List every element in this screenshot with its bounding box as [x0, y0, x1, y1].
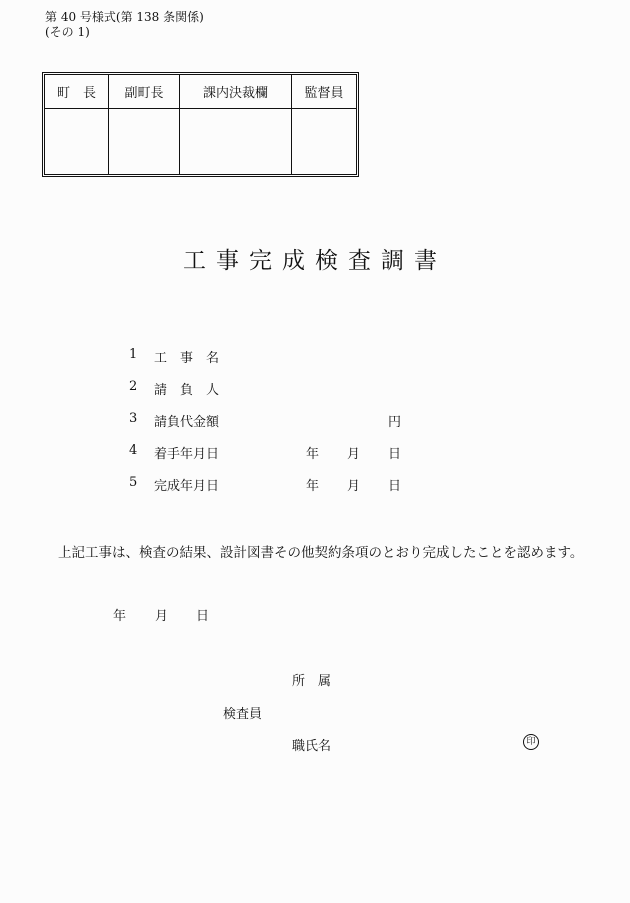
affiliation-label: 所 属 [292, 674, 332, 689]
item-number: 5 [129, 475, 138, 490]
item-label-contract-amount: 請負代金額 [154, 415, 220, 430]
approval-header-deputy-mayor: 副町長 [109, 75, 180, 109]
approval-header-section: 課内決裁欄 [180, 75, 292, 109]
date-day-label: 日 [388, 479, 402, 494]
approval-stamp-cell [109, 109, 180, 175]
date-month-label: 月 [347, 447, 361, 462]
date-year-label: 年 [306, 447, 320, 462]
item-number: 3 [129, 411, 138, 426]
item-label-contractor: 請 負 人 [154, 383, 220, 398]
date-month-label: 月 [155, 609, 169, 624]
date-day-label: 日 [388, 447, 402, 462]
approval-stamp-cell [180, 109, 292, 175]
certification-statement: 上記工事は、検査の結果、設計図書その他契約条項のとおり完成したことを認めます。 [58, 545, 584, 561]
item-number: 2 [129, 379, 138, 394]
form-reference [45, 10, 204, 40]
approval-header-mayor: 町 長 [45, 75, 109, 109]
currency-unit: 円 [388, 415, 402, 430]
date-month-label: 月 [347, 479, 361, 494]
date-year-label: 年 [113, 609, 127, 624]
title-name-label: 職氏名 [292, 739, 332, 754]
item-label-completion-date: 完成年月日 [154, 479, 220, 494]
document-title: 工事完成検査調書 [183, 248, 447, 274]
item-number: 4 [129, 443, 138, 458]
form-subnumber: (その 1) [45, 25, 90, 39]
item-label-start-date: 着手年月日 [154, 447, 220, 462]
item-label-work-name: 工 事 名 [154, 351, 220, 366]
form-number: 第 40 号様式(第 138 条関係) [45, 10, 204, 24]
date-year-label: 年 [306, 479, 320, 494]
approval-stamp-cell [45, 109, 109, 175]
item-number: 1 [129, 347, 138, 362]
seal-mark: 印 [523, 734, 539, 750]
date-day-label: 日 [196, 609, 210, 624]
approval-header-supervisor: 監督員 [292, 75, 357, 109]
inspector-label: 検査員 [223, 707, 263, 722]
approval-stamp-cell [292, 109, 357, 175]
approval-stamp-table [42, 72, 359, 177]
